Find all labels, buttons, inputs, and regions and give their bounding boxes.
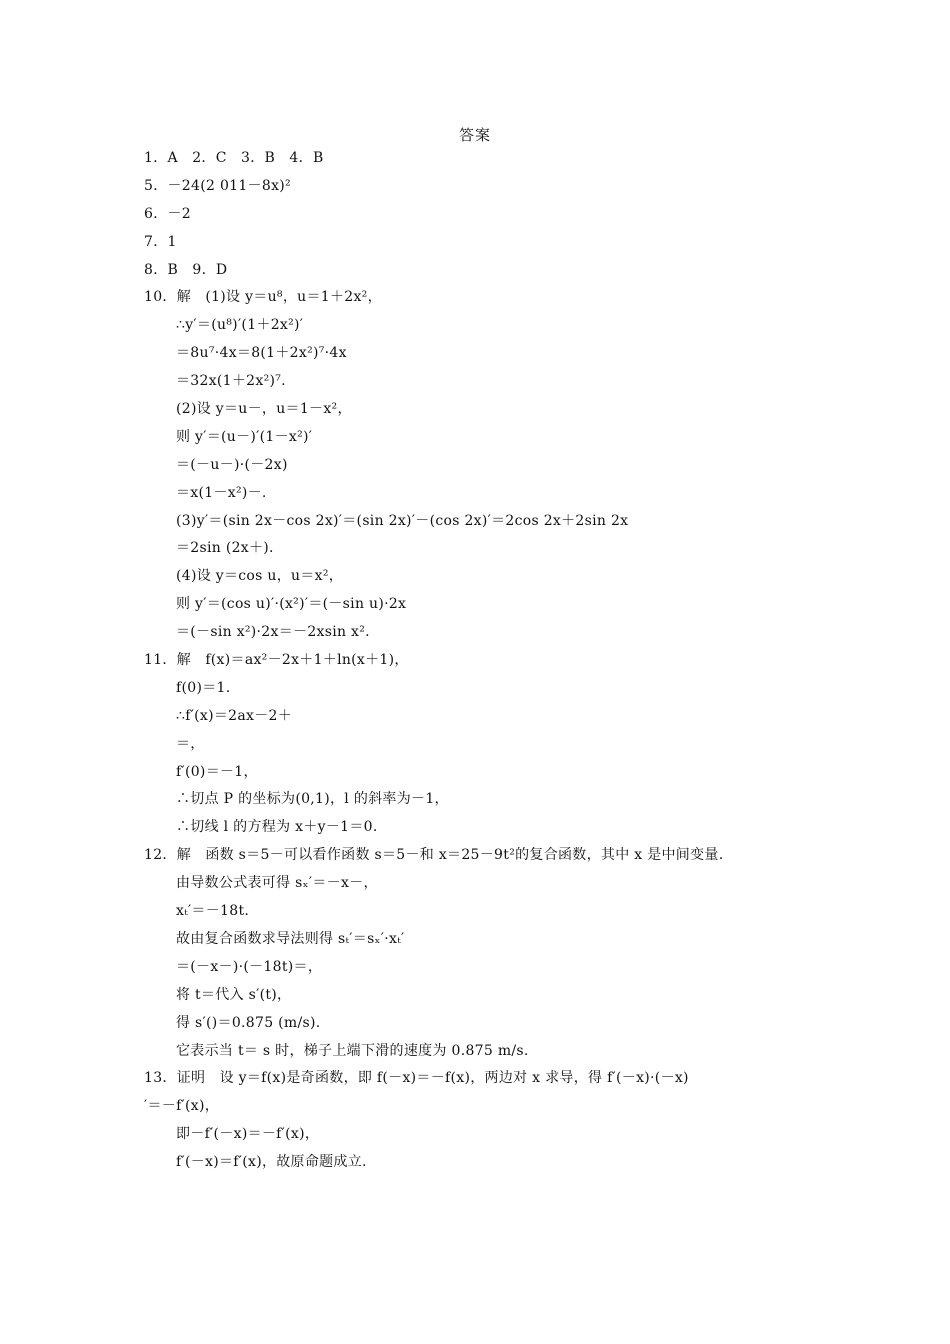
answer-line: 11．解 f(x)＝ax²－2x＋1＋ln(x＋1)， (144, 652, 409, 669)
answer-line: ＝32x(1＋2x²)⁷. (176, 373, 286, 390)
answer-line: 10．解 (1)设 y＝u⁸，u＝1＋2x²， (144, 289, 382, 306)
answer-line: f′(－x)＝f′(x)，故原命题成立. (176, 1154, 367, 1171)
answer-line: ＝， (176, 735, 205, 752)
answer-line: ∴f′(x)＝2ax－2＋ (176, 707, 293, 724)
answer-line: 12．解 函数 s＝5－可以看作函数 s＝5－和 x＝25－9t²的复合函数，其中 x 是中间变量. (144, 847, 724, 864)
answer-line: ∴切线 l 的方程为 x＋y－1＝0. (176, 819, 378, 836)
answer-line: ∴切点 P 的坐标为(0,1)，l 的斜率为－1， (176, 791, 449, 808)
answer-line: 由导数公式表可得 sₓ′＝－x－， (176, 875, 378, 892)
answer-line: 6．－2 (144, 205, 192, 222)
answer-line: f(0)＝1. (176, 679, 231, 696)
answer-line: ＝(－x－)·(－18t)＝， (176, 958, 323, 975)
answer-line: 1．A 2．C 3．B 4．B (144, 150, 324, 166)
answer-line: (3)y′＝(sin 2x－cos 2x)′＝(sin 2x)′－(cos 2x)′＝2cos 2x＋2sin 2x (176, 512, 629, 529)
answer-line: ＝8u⁷·4x＝8(1＋2x²)⁷·4x (176, 345, 347, 362)
answer-line: xₜ′＝－18t. (176, 903, 250, 920)
answer-line: 8．B 9．D (144, 261, 228, 278)
answer-line: f′(0)＝－1， (176, 763, 258, 780)
answer-line: (2)设 y＝u－，u＝1－x²， (176, 401, 352, 418)
answer-line: ∴y′＝(u⁸)′(1＋2x²)′ (176, 317, 304, 334)
answer-line: 将 t＝代入 s′(t)， (176, 986, 292, 1003)
answer-content (144, 145, 824, 1177)
answer-line: ′＝－f′(x)， (144, 1098, 220, 1115)
document-title: 答案 (458, 126, 491, 144)
answer-line: 7．1 (144, 233, 177, 250)
answer-line: 13．证明 设 y＝f(x)是奇函数，即 f(－x)＝－f(x)，两边对 x 求导，得 f′(－x)·(－x) (144, 1070, 689, 1087)
answer-line: 则 y′＝(u－)′(1－x²)′ (176, 428, 313, 445)
answer-line: 它表示当 t＝ s 时，梯子上端下滑的速度为 0.875 m/s. (176, 1042, 529, 1059)
answer-line: 得 s′()＝0.875 (m/s). (176, 1014, 321, 1031)
answer-line: ＝2sin (2x＋). (176, 540, 274, 557)
answer-line: 故由复合函数求导法则得 sₜ′＝sₓ′·xₜ′ (176, 930, 405, 947)
answer-line: ＝(－sin x²)·2x＝－2xsin x². (176, 624, 370, 641)
answer-line: 则 y′＝(cos u)′·(x²)′＝(－sin u)·2x (176, 596, 407, 613)
answer-line: (4)设 y＝cos u，u＝x²， (176, 568, 344, 585)
answer-line: 5．－24(2 011－8x)² (144, 177, 291, 194)
answer-line: ＝x(1－x²)－. (176, 484, 267, 501)
answer-line: ＝(－u－)·(－2x) (176, 456, 288, 473)
answer-line: 即－f′(－x)＝－f′(x)， (176, 1126, 320, 1143)
